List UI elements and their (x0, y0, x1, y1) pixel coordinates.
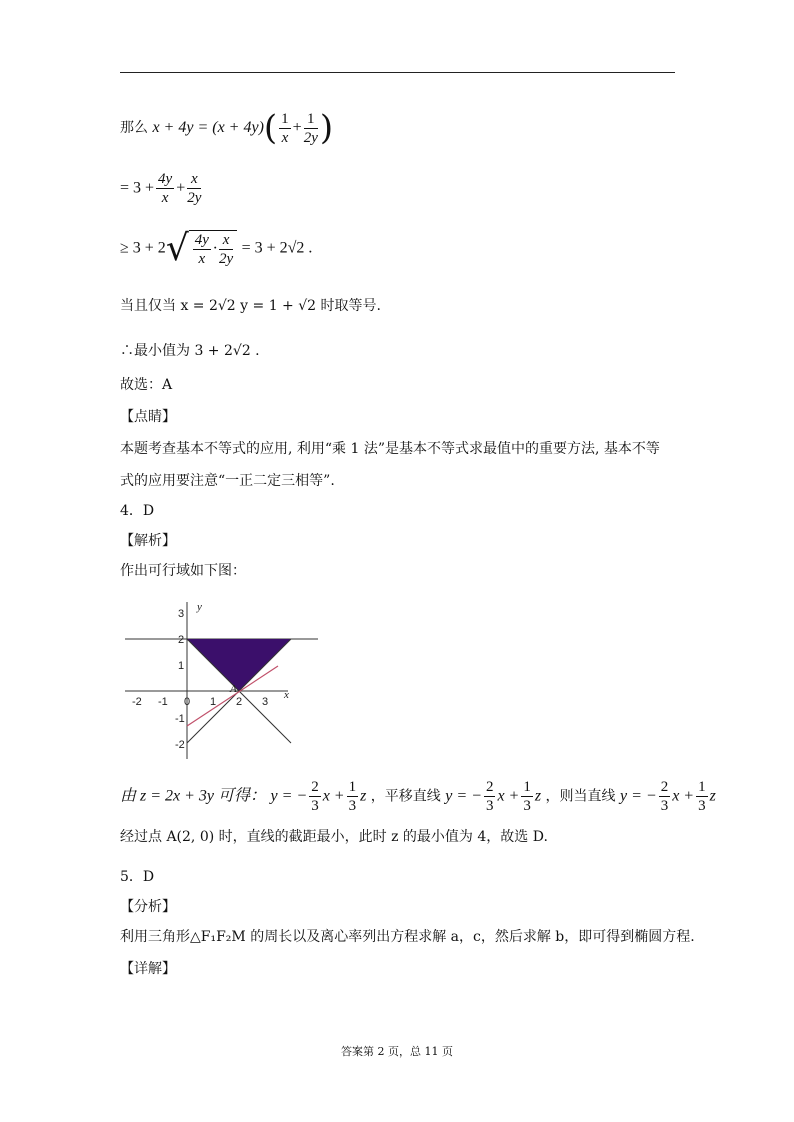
text: 由 z = 2x + 3y 可得： (120, 787, 267, 805)
x-tick: 3 (262, 696, 269, 708)
paragraph-line: 作出可行域如下图： (120, 563, 246, 579)
x-tick: 2 (236, 696, 243, 708)
x-tick: -1 (158, 696, 168, 708)
radicand: $\frac{4y}{x}$ · $\frac{x}{2y}$ (189, 230, 237, 268)
point-label: A (230, 683, 237, 695)
math-expr: y = − (619, 787, 657, 805)
x-axis-label: x (284, 689, 289, 701)
math-expr: = 3 + 2√2 . (241, 239, 313, 257)
section-heading: 【点睛】 (120, 409, 176, 425)
eq-line-13: 由 z = 2x + 3y 可得： y = − $\frac{2}{3}$ x + $\frac{1}{3}$ z ，平移直线 y = − $\frac{2}{3}$ x + $\frac{1}{3}$ z ，则当直线 y = − $\frac{2}{3}$ x + $\frac{1}{3}$ z (120, 779, 716, 814)
y-tick: 2 (178, 634, 185, 646)
page-footer: 答案第 2 页，总 11 页 (341, 1045, 453, 1058)
y-tick: 1 (178, 660, 185, 672)
feasible-region-graph (120, 594, 320, 764)
text: 那么 (120, 120, 148, 136)
fraction: $\frac{4y}{x}$ (158, 171, 173, 206)
fraction: $\frac{x}{2y}$ (187, 171, 202, 206)
y-axis-label: y (197, 601, 202, 613)
answer-line: 故选：A (120, 377, 173, 393)
eq-line-1: 那么 x + 4y = (x + 4y)( $\frac{1}{x}$ + $\frac{1}{2y}$ ) (120, 108, 334, 148)
text: ，平移直线 (370, 788, 441, 805)
feasible-region (187, 639, 291, 691)
paragraph-line: 式的应用要注意“一正二定三相等”. (120, 473, 335, 489)
radical-sign: √ (165, 228, 189, 269)
paragraph-line: 本题考查基本不等式的应用, 利用“乘 1 法”是基本不等式求最值中的重要方法, 基本不等 (120, 441, 660, 457)
paragraph-line: 利用三角形△F₁F₂M 的周长以及离心率列出方程求解 a，c，然后求解 b，即可得到椭圆方程. (120, 929, 695, 945)
math-expr: x + 4y = (x + 4y) (152, 119, 264, 136)
math-expr: y = − (270, 787, 308, 805)
section-heading: 【分析】 (120, 899, 176, 915)
x-tick: 1 (210, 696, 217, 708)
min-value-line: ∴最小值为 3 + 2√2 . (120, 343, 260, 359)
section-heading: 【解析】 (120, 533, 176, 549)
math-expr: = 3 + (120, 179, 155, 197)
paragraph-line: 经过点 A(2, 0) 时，直线的截距最小，此时 z 的最小值为 4，故选 D. (120, 829, 548, 845)
y-tick: 3 (178, 608, 185, 620)
y-tick: -1 (175, 713, 185, 725)
equality-condition: 当且仅当 x = 2√2 y = 1 + √2 时取等号. (120, 298, 381, 314)
y-tick: -2 (175, 739, 185, 751)
eq-line-2: = 3 + $\frac{4y}{x}$ + $\frac{x}{2y}$ (120, 171, 202, 206)
section-heading: 【详解】 (120, 961, 176, 977)
paren: ( (263, 108, 278, 148)
x-tick: -2 (132, 696, 142, 708)
header-rule (120, 72, 675, 73)
text: ，则当直线 (545, 788, 616, 805)
fraction: $\frac{1}{3}$ (348, 779, 357, 814)
question-number: 4．D (120, 503, 155, 519)
fraction: $\frac{2}{3}$ (311, 779, 319, 814)
eq-line-3 (120, 228, 312, 269)
math-expr: y = − (445, 787, 482, 805)
question-number: 5．D (120, 869, 155, 885)
fraction: $\frac{1}{x}$ (281, 110, 289, 146)
math-expr: ≥ 3 + 2 (120, 239, 166, 257)
fraction: $\frac{1}{2y}$ (303, 110, 318, 146)
x-tick: 0 (184, 696, 191, 708)
